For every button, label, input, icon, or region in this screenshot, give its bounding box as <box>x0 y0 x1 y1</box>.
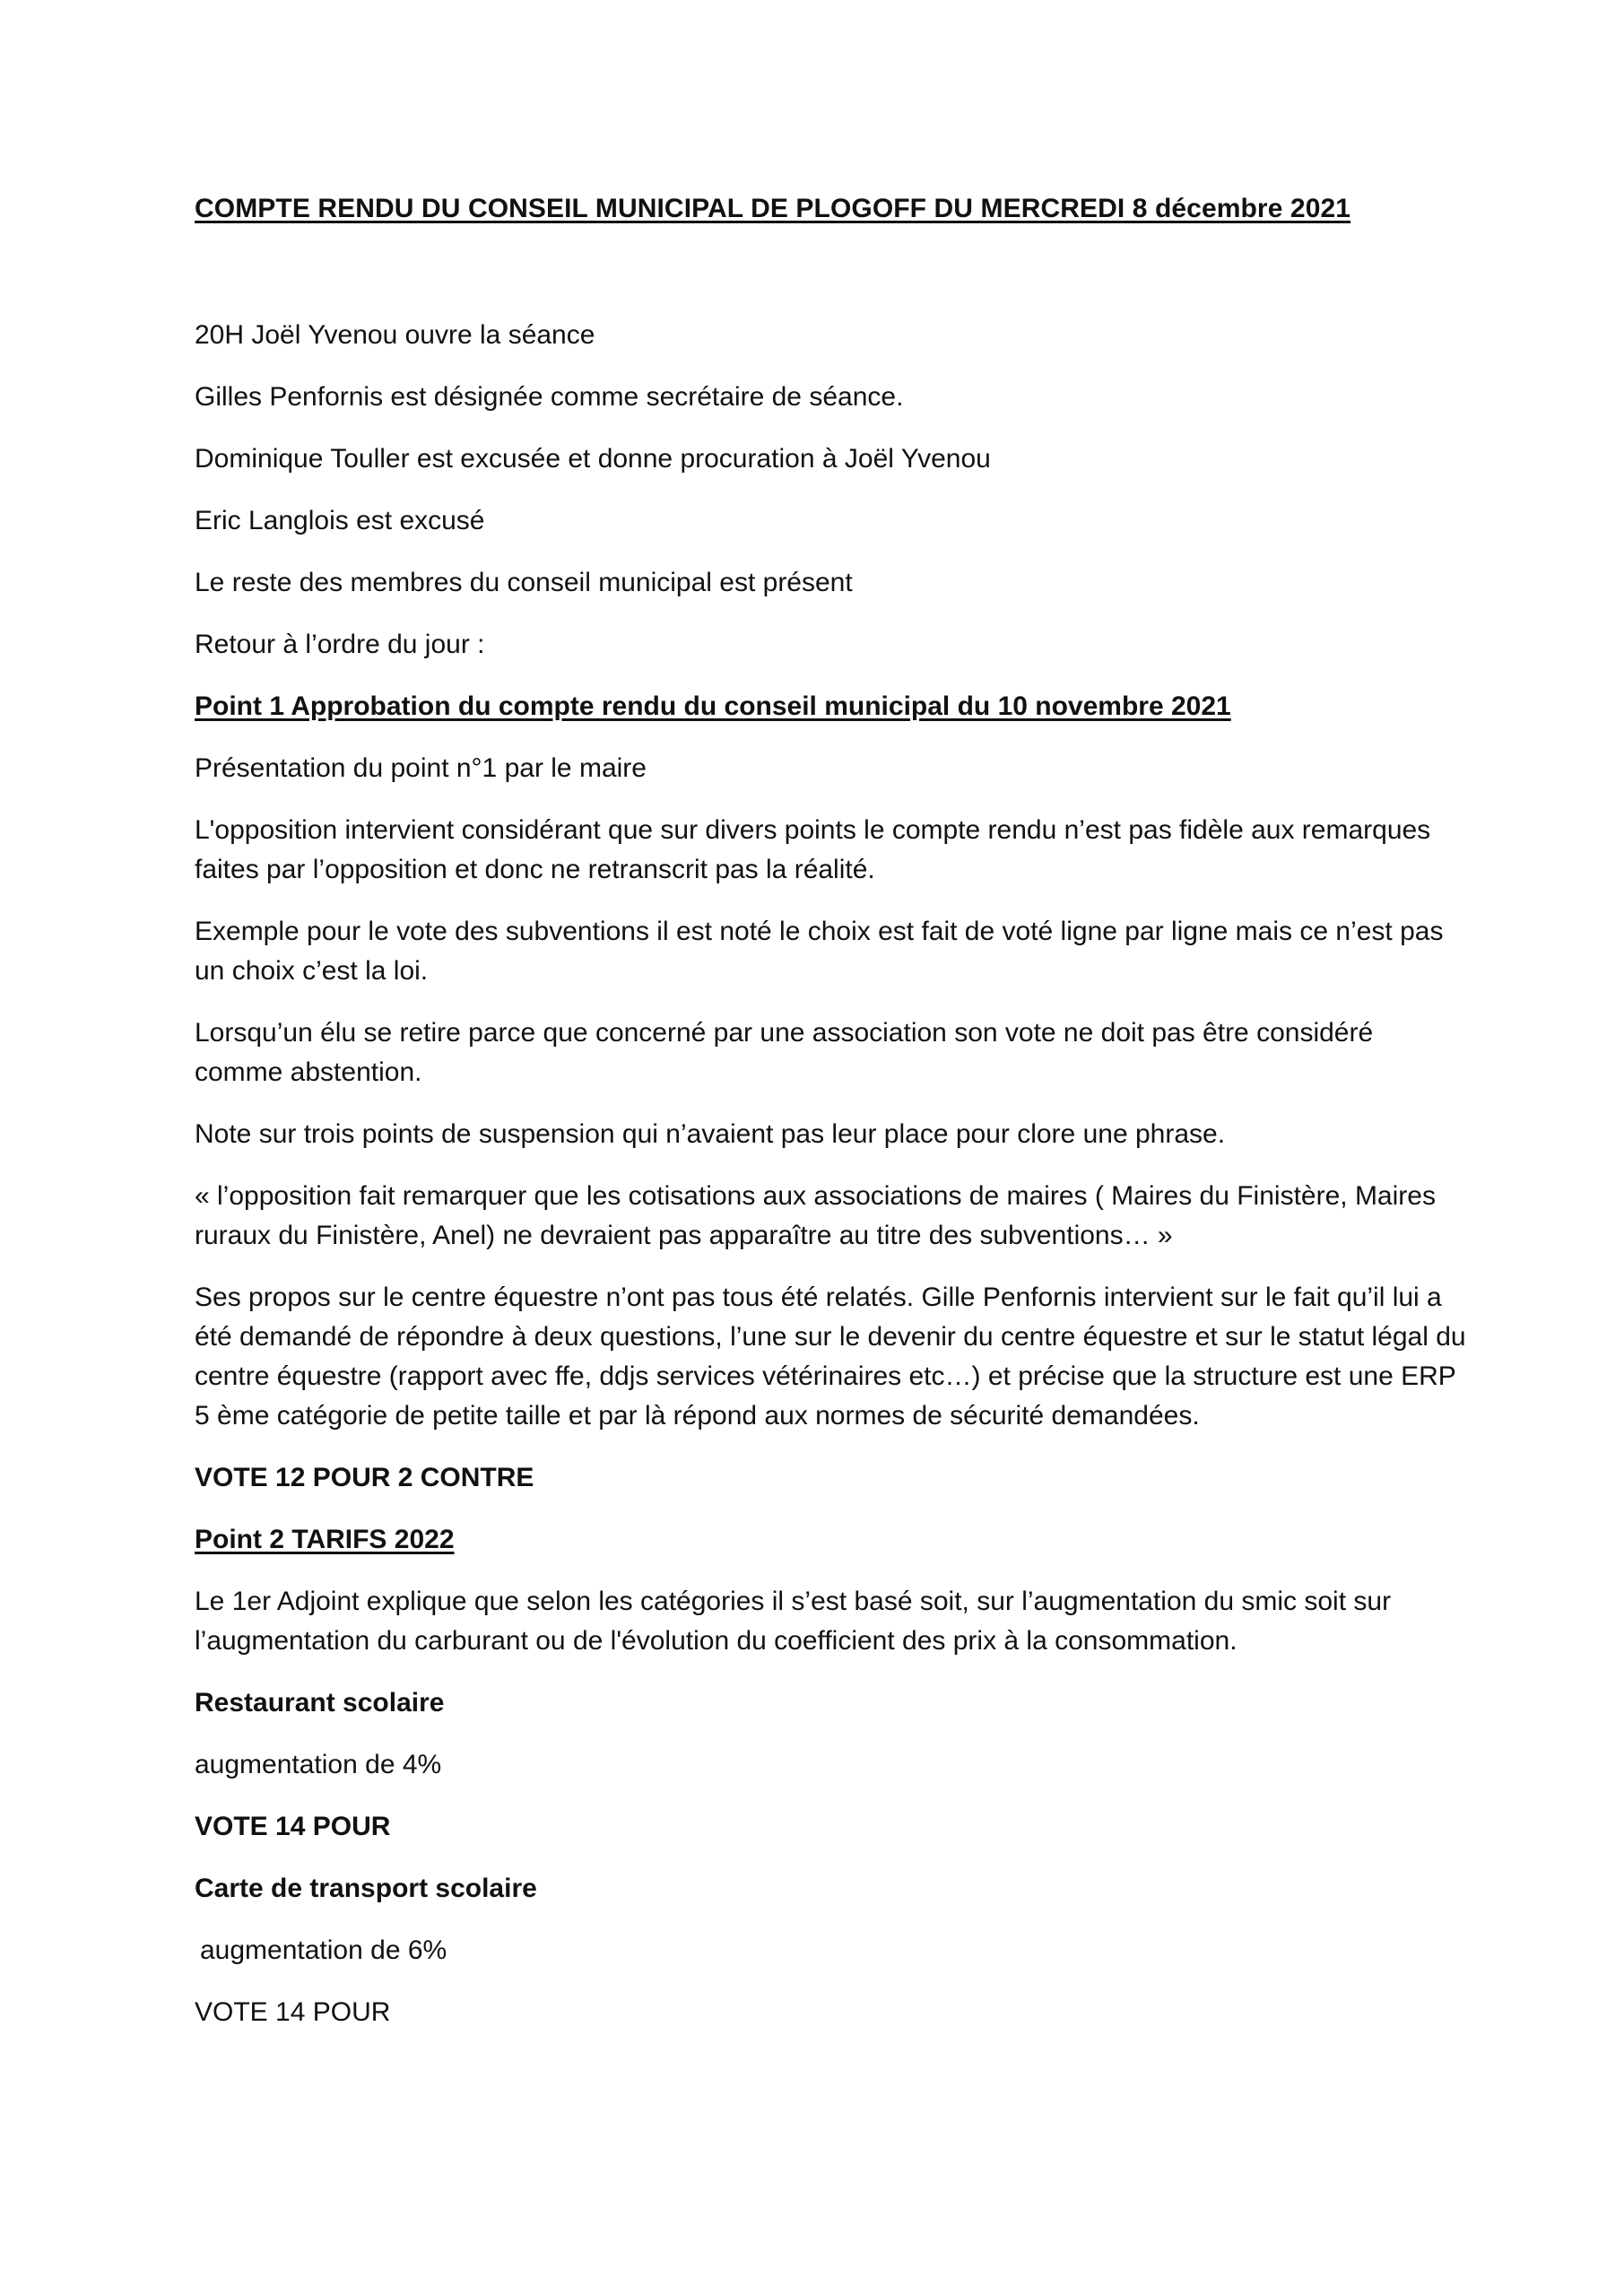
transport-vote: VOTE 14 POUR <box>195 1997 391 2027</box>
restaurant-heading: Restaurant scolaire <box>195 1688 445 1718</box>
restaurant-vote: VOTE 14 POUR <box>195 1812 391 1841</box>
point-1-equestrian: Ses propos sur le centre équestre n’ont pas tous été relatés. Gille Penfornis intervient sur le fait qu’il lui a été demandé de répondre à deux questions, l’une sur le devenir du centre équestre et sur le statut légal du centre équestre (rapport avec ffe, ddjs services vétérinaires etc…) et précise que la structure est une ERP 5 ème catégorie de petite taille et par là répond aux normes de sécurité demandées. <box>195 1283 1466 1431</box>
document-title: COMPTE RENDU DU CONSEIL MUNICIPAL DE PLOGOFF DU MERCREDI 8 décembre 2021 <box>195 194 1351 223</box>
point-1-quote: « l’opposition fait remarquer que les cotisations aux associations de maires ( Maires du Finistère, Maires ruraux du Finistère, Anel) ne devraient pas apparaître au titre des subventions… » <box>195 1181 1436 1250</box>
restaurant-increase: augmentation de 4% <box>195 1750 442 1779</box>
point-1-example: Exemple pour le vote des subventions il est noté le choix est fait de voté ligne par ligne mais ce n’est pas un choix c’est la loi. <box>195 917 1444 986</box>
excused-line-2: Eric Langlois est excusé <box>195 506 485 535</box>
point-2-intro: Le 1er Adjoint explique que selon les catégories il s’est basé soit, sur l’augmentation du smic soit sur l’augmentation du carburant ou de l'évolution du coefficient des prix à la consommation. <box>195 1587 1392 1656</box>
agenda-line: Retour à l’ordre du jour : <box>195 630 485 659</box>
transport-heading: Carte de transport scolaire <box>195 1874 537 1903</box>
point-1-presentation: Présentation du point n°1 par le maire <box>195 753 647 783</box>
point-1-heading: Point 1 Approbation du compte rendu du conseil municipal du 10 novembre 2021 <box>195 691 1231 721</box>
transport-increase: augmentation de 6% <box>200 1935 447 1965</box>
point-1-note: Note sur trois points de suspension qui n’avaient pas leur place pour clore une phrase. <box>195 1119 1226 1149</box>
document-page <box>195 0 1468 2296</box>
point-1-withdraw: Lorsqu’un élu se retire parce que concerné par une association son vote ne doit pas être considéré comme abstention. <box>195 1018 1374 1087</box>
present-line: Le reste des membres du conseil municipal est présent <box>195 568 853 597</box>
opening-line: 20H Joël Yvenou ouvre la séance <box>195 320 595 350</box>
point-1-vote: VOTE 12 POUR 2 CONTRE <box>195 1463 534 1492</box>
point-1-opposition: L'opposition intervient considérant que sur divers points le compte rendu n’est pas fidèle aux remarques faites par l’opposition et donc ne retranscrit pas la réalité. <box>195 815 1431 884</box>
document-body <box>195 316 1468 2055</box>
excused-line-1: Dominique Touller est excusée et donne procuration à Joël Yvenou <box>195 444 991 474</box>
secretary-line: Gilles Penfornis est désignée comme secrétaire de séance. <box>195 382 904 412</box>
point-2-heading: Point 2 TARIFS 2022 <box>195 1525 455 1554</box>
